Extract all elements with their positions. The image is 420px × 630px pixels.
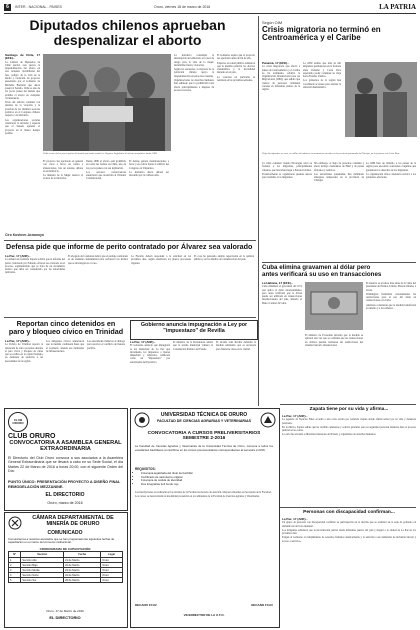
table-cell: Oruro: [101, 563, 123, 568]
club-oruro-place-date: Oruro, marzo de 2016: [47, 501, 83, 505]
bottom-left-credit: Ciro Kushner-Arzamoyo: [5, 233, 44, 237]
lead-headline: [20, 18, 235, 47]
masthead: LA PATRIA: [379, 3, 416, 11]
table-cell: 24 de Marzo: [64, 573, 101, 578]
lead-article-col-6: El Gobierno espera que el proyecto sea aprobado antes de fin de año. Expertos en salud pública señalaron que la medida reducirá los abortos clandestinos y la mortalidad materna en el país. La votación en particular se realizará en las próximas semanas.: [217, 54, 255, 83]
peritaje-body: La defensa de Gabriela Zapata solicitó que el informe del perito contratado por Eduardo Álvarez sea valorado en el proceso, argumentando que se trata de un documento técnico que debe ser considerado por las autoridades judiciales.: [5, 258, 65, 275]
table-cell: Oruro: [101, 573, 123, 578]
lead-photo-caption: Chile es uno de los pocos países del mundo que tenía vetado los Organos Legislativo el aborto terapéutico desde 1989.: [43, 152, 158, 155]
cuba-headline-line-1: Cuba elimina gravamen al dólar pero: [262, 264, 371, 271]
divider: [4, 317, 256, 318]
list-item: • Fotocopia legalizada del título de bachiller: [141, 472, 277, 476]
table-row: [9, 578, 123, 583]
cuba-col-1: [262, 282, 302, 402]
list-item: • Dos fotografías 4x4 fondo rojo: [141, 483, 277, 487]
table-cell: Sección Norte: [21, 573, 64, 578]
list-item: • Fotocopia de cédula de identidad: [141, 479, 277, 483]
page-header: [4, 3, 416, 14]
lead-article-col-2: El proyecto fue aprobado en general con votos a favor, en contra y abstenciones, tras un extenso debate en el hemiciclo. La ministra de la Mujer destacó el avance de la iniciativa.: [43, 160, 83, 181]
table-cell: Sección Alto: [21, 558, 64, 563]
lead-photo: [43, 54, 171, 151]
cuba-col-3: El anuncio se produce días antes de la visita del presidente de Estados Unidos, Barack Obama, a la isla. Washington flexibilizó recientemente las restricciones para el uso del dólar en transacciones con Cuba. Analistas consideran que la medida beneficiará al turismo y a las remesas.: [366, 282, 416, 311]
cuba-headline: [262, 265, 416, 278]
migration-col-2: La OIM estima que más de mil migrantes permanecen en la frontera entre Panamá y Costa Rica esperando poder continuar su viaje hacia Estados Unidos. Los gobiernos de la región han coordinado acciones para atender la situación humanitaria.: [303, 62, 341, 90]
camara-footer: Oruro, 17 de Marzo de 2016: [46, 609, 84, 613]
club-oruro-logo-text: CLUB ORURO: [12, 418, 24, 425]
table-cell: Oruro: [101, 558, 123, 563]
migration-photo-caption: Flujo de migrantes no cesa, un millar de haitianos se encuentran varados en la provincia panameña de Chiriquí, en la frontera con Costa Rica.: [262, 152, 400, 155]
peritaje-col-1: [5, 255, 65, 315]
camara-title-line-2: MINERÍA DE ORURO: [46, 520, 100, 527]
page-number: 6: [6, 4, 9, 10]
migration-headline: Crisis migratoria no terminó en Centroamérica y el Caribe: [262, 25, 381, 43]
universidad-signature-3: VICERRECTOR DE LA U.T.O.: [183, 613, 225, 617]
club-oruro-point: PUNTO ÚNICO: PRESENTACIÓN PROYECTO A DISEÑO FINAL REMODELACIÓN MEZZANINE.: [8, 480, 121, 489]
table-cell: 2: [9, 563, 21, 568]
table-header: Nº: [9, 552, 21, 558]
cuba-dateline: La Habana, 17 (EFE).-: [262, 282, 293, 285]
club-oruro-logo: [8, 412, 28, 432]
camara-table-body: [9, 558, 123, 583]
header-date: Oruro, viernes 18 de marzo de 2016: [154, 5, 211, 9]
signature-2: DECANO FCAV: [251, 603, 273, 607]
table-cell: 5: [9, 578, 21, 583]
camara-table-title: CRONOGRAMA DE CAPACITACIÓN: [39, 547, 91, 551]
lead-body: La Cámara de Diputados de Chile aprobó este jueves la despenalización del aborto en tres causales: inviabilidad del feto, peligro de la vida de la madre y violación, un proyecto presentado por el Gobierno de Michelle Bachelet que ahora pasará al Senado. Chile es uno de los pocos países del mundo que prohíbe el aborto en cualquier circunstancia.: [5, 60, 40, 100]
revilla-col-1: [130, 341, 170, 405]
signature-1: DECANO FCAV: [135, 603, 157, 607]
table-cell: 1: [9, 558, 21, 563]
table-cell: 21 de Marzo: [64, 558, 101, 563]
peritaje-col-3: La Fiscalía deberá responder a la solicitud en los próximos días, según establecen los plazos procesales vigentes.: [131, 255, 191, 265]
zapata-dateline: La Paz, 17 (ANF).-: [282, 415, 308, 418]
lead-article-col-5: La iniciativa contempla la interrupción del embarazo en casos de riesgo para la vida de la mujer, inviabilidad fetal y violación. Según las encuestas, la mayoría de la población chilena apoya la despenalización en estas tres causales. Organizaciones de derechos humanos han señalado que la prohibición total afecta principalmente a mujeres de escasos recursos.: [174, 54, 214, 92]
zapata-body: La Agencia de Noticias Fides accedió a una carta escrita por Gabriela Zapata donde afirma temer por su vida y denuncia presiones.: [282, 418, 416, 425]
peritaje-col-4: El caso ha generado amplia repercusión en la opinión pública y en los medios de comunicación del país.: [194, 255, 254, 262]
camara-table: [8, 551, 123, 583]
table-cell: 28 de Marzo: [64, 578, 101, 583]
peritaje-headline: Defensa pide que informe de perito contratado por Álvarez sea valorado: [6, 242, 253, 251]
paro-col-1: [5, 340, 43, 405]
cuba-headline-line-2: antes verificará su uso en transacciones: [262, 270, 382, 278]
migration-col-1: [262, 62, 300, 152]
revilla-headline: Gobierno anuncia impugnación a Ley por "impuestazo" de Revilla: [140, 322, 248, 334]
table-cell: Oruro: [101, 578, 123, 583]
camara-ad: [4, 512, 128, 628]
paro-headline: [6, 320, 126, 335]
divider: [280, 404, 416, 405]
table-cell: Sección Sur: [21, 578, 64, 583]
table-header: Sección: [21, 552, 64, 558]
camara-title: [23, 516, 123, 527]
section-label: INTER - NACIONAL - PAISES: [15, 5, 62, 9]
migration-col-5: La OIM hizo un llamado a los países de la región para encontrar soluciones conjuntas que garanticen los derechos de los migrantes. La organización ofrece asistencia técnica a los gobiernos afectados.: [366, 162, 416, 180]
table-cell: Sección Bajo: [21, 563, 64, 568]
club-oruro-signature: EL DIRECTORIO: [45, 492, 85, 498]
paro-body: La Policía de Trinidad reportó la detención de cinco personas durante el paro cívico y bloqueo de calles que se realiza en la capital beniana, en demanda de atención a las necesidades de la región.: [5, 343, 43, 363]
divider: [4, 240, 256, 241]
zapata-headline: Zapata tiene por su vida y afirma...: [309, 407, 389, 412]
discapacidad-headline: Personas con discapacidad confirman...: [303, 510, 395, 515]
migration-body: La crisis migratoria que afectó a países de Centroamérica y el Caribe no ha terminado, advirtió la Organización Internacional para las Migraciones (OIM), que señaló que cientos de personas continúan varadas en diferentes puntos de la región.: [262, 65, 300, 92]
club-oruro-heading: CONVOCATORIA A ASAMBLEA GENERAL EXTRAORDINARIA: [9, 440, 122, 452]
table-cell: 23 de Marzo: [64, 568, 101, 573]
universidad-signatures: [135, 603, 273, 607]
migration-section-label: Según OIM: [262, 20, 283, 25]
lead-headline-line-2: despenalizar el aborto: [53, 31, 202, 48]
discapacidad-body: Un grupo de personas con discapacidad confirmó su participación en la marcha que se realizará en la sede de gobierno en demanda de un bono mensual.: [282, 521, 416, 528]
lead-article-col-4: El debate generó manifestaciones a favor y en contra frente al edificio del Congreso en Valparaíso. La iniciativa ahora deberá ser discutida por la Cámara Alta.: [129, 160, 169, 178]
page-number-badge: [4, 4, 11, 11]
table-cell: Oruro: [101, 568, 123, 573]
club-oruro-title: CLUB ORURO: [8, 433, 56, 440]
peritaje-col-2: El abogado de la defensa indicó que el peritaje contratado es un elemento fundamental para esclarecer los hechos que se investigan en el caso.: [68, 255, 128, 265]
revilla-col-3: El alcalde Luis Revilla defendió la medida señalando que es necesaria para financiar obras en la ciudad.: [216, 341, 256, 351]
university-logo-icon: [134, 412, 150, 428]
table-cell: 4: [9, 573, 21, 578]
camara-body: Comunicamos a nuestros asociados que se han programado las siguientes fechas de capacitación en el marco del convenio institucional.: [8, 537, 115, 545]
camara-signature: EL DIRECTORIO: [49, 615, 81, 620]
lead-article-col-1: Santiago de Chile, 17 (EFE).- La Cámara de Diputados de Chile aprobó este jueves la despenalización del aborto en tres causales: inviabilidad del feto, peligro de la vida de la madre y violación, un proyecto presentado por el Gobierno de Michelle Bachelet que ahora pasará al Senado. Chile es uno de los pocos países del mundo que prohíbe el aborto en cualquier circunstancia. Texto del artículo continúa con detalles de la votación y la posición de los distintos sectores políticos en el Congreso chileno respecto a la iniciativa. Las organizaciones sociales celebraron la decisión y esperan que el Senado apruebe el proyecto en el menor tiempo posible.: [5, 54, 40, 135]
migration-photo: [345, 62, 417, 137]
revilla-col-2: El ministro de la Presidencia señaló que la norma municipal vulnera la Constitución Política del Estado.: [173, 341, 213, 351]
cuba-photo: [305, 282, 363, 330]
universidad-fine-print: Las inscripciones se realizarán en las oficinas de la Facultad en horario de atención. Mayores informes en Secretaría de la Facultad. Los cursos se desarrollarán en modalidad presencial en los ambientes de la Facultad de Ciencias Agrarias y Veterinarias.: [135, 491, 272, 499]
table-cell: Sección Media: [21, 568, 64, 573]
column-divider: [258, 16, 259, 406]
table-header: Fecha: [64, 552, 101, 558]
zapata-col: La Paz, 17 (ANF).- La Agencia de Noticias Fides accedió a una carta escrita por Gabriela Zapata donde afirma temer por su vida y denuncia presiones. En la misiva, Zapata señala que ha recibido amenazas y solicita garantías para su seguridad personal mientras dure el proceso judicial en su contra. La carta fue enviada a diferentes instancias del Estado y organismos de derechos humanos.: [282, 415, 416, 437]
migration-dateline: Panamá, 17 (EFE).-: [262, 62, 290, 65]
table-cell: 22 de Marzo: [64, 563, 101, 568]
faculty-logo-icon: [260, 412, 276, 428]
revilla-body: El Gobierno anunció que impugnará la ley municipal de La Paz que incrementa los impuestos a bienes inmuebles y vehículos, calificada como un "impuestazo" por autoridades del Ejecutivo.: [130, 344, 170, 364]
universidad-requirements: [135, 472, 277, 486]
divider: [280, 507, 416, 508]
camara-title-line-1: CÁMARA DEPARTAMENTAL DE: [32, 515, 114, 521]
table-header: Lugar: [101, 552, 123, 558]
revilla-dateline: La Paz, 17 (ANF).-: [130, 341, 156, 344]
migration-col-4: Sin embargo, el flujo de personas continúa y ahora incluye ciudadanos de Haití y de países africanos y asiáticos. Las autoridades panameñas han habilitado albergues temporales en la provincia de Chiriquí.: [314, 162, 364, 183]
camara-subtitle: COMUNICADO: [47, 530, 83, 536]
universidad-faculty: FACULTAD DE CIENCIAS AGRARIAS Y VETERINARIAS: [156, 419, 252, 423]
paro-dateline: La Paz, 17 (ANF).-: [5, 340, 31, 343]
universidad-subtitle: CONVOCATORIA A CURSOS PRELIVERSITARIOS SEMESTRE 2-2016: [147, 431, 261, 442]
cuba-col-2: El ministro de Economía informó que la medida se aplicará una vez que se confirme que las transacciones en dólares pueden realizarse sin restricciones del sistema bancario internacional.: [305, 334, 363, 347]
lead-dateline: Santiago de Chile, 17 (EFE).-: [5, 54, 40, 61]
lead-article-col-3: Desde 1989 el aborto está prohibido en todas sus formas en Chile, uno de los pocos países con esa legislación. Los sectores conservadores anunciaron que recurrirán al Tribunal Constitucional.: [86, 160, 126, 181]
paro-col-2: Los dirigentes cívicos anunciaron que la medida continuará hasta que el Gobierno atienda sus demandas de infraestructura.: [46, 340, 84, 353]
universidad-body: La Facultad de Ciencias Agrarias y Veterinarias de la Universidad Técnica de Oruro, convoca a todos los estudiantes bachilleres a inscribirse en los cursos preuniversitarios correspondientes al semestre 2-2016.: [135, 444, 273, 452]
universidad-title: UNIVERSIDAD TÉCNICA DE ORURO: [160, 412, 248, 418]
universidad-ad: [130, 408, 280, 628]
migration-col-3: La crisis comenzó cuando Nicaragua cerró su frontera a los migrantes, principalmente cubanos, que buscaban llegar a Estados Unidos. Posteriormente se organizaron puentes aéreos para trasladar a los migrantes.: [262, 162, 312, 180]
universidad-requirements-title: REQUISITOS:: [135, 467, 156, 471]
mining-emblem-icon: [8, 516, 22, 530]
paro-headline-line-1: Reportan cinco detenidos en: [16, 319, 116, 328]
table-cell: 3: [9, 568, 21, 573]
peritaje-dateline: La Paz, 17 (ANF).-: [5, 255, 31, 258]
discapacidad-col: La Paz, 17 (ANF).- Un grupo de personas con discapacidad confirmó su participación en la marcha que se realizará en la sede de gobierno en demanda de un bono mensual. Los dirigentes señalaron que la movilización partirá desde diferentes puntos del país y llegará a la ciudad de La Paz en los próximos días. Exigen al Gobierno el cumplimiento de acuerdos firmados anteriormente y la atención a sus demandas de inclusión laboral y acceso a servicios.: [282, 518, 416, 543]
cuba-body: Cuba eliminará el gravamen del 10% que aplica al dólar estadounidense, pero antes verificará que la divisa pueda ser utilizada en transacciones internacionales del país, anunció el Banco Central de Cuba.: [262, 285, 302, 305]
paro-col-3: Las autoridades llamaron al diálogo para resolver el conflicto de manera pacífica.: [87, 340, 125, 350]
lead-headline-line-1: Diputados chilenos aprueban: [29, 17, 226, 33]
discapacidad-dateline: La Paz, 17 (ANF).-: [282, 518, 308, 521]
divider: [262, 262, 416, 263]
list-item: • Certificado de nacimiento original: [141, 476, 277, 480]
club-oruro-body: El Directorio del Club Oruro convoca a sus asociados a la Asamblea General Extraordinaria que se llevará a cabo en su Sede Social, el día Martes 22 de Marzo de 2016 a horas 20:00, con el siguiente Orden del Día:: [8, 456, 123, 474]
paro-headline-line-2: paro y bloqueo cívico en Trinidad: [8, 326, 124, 336]
revilla-headline-box: [130, 320, 258, 340]
club-oruro-ad: [4, 408, 128, 511]
